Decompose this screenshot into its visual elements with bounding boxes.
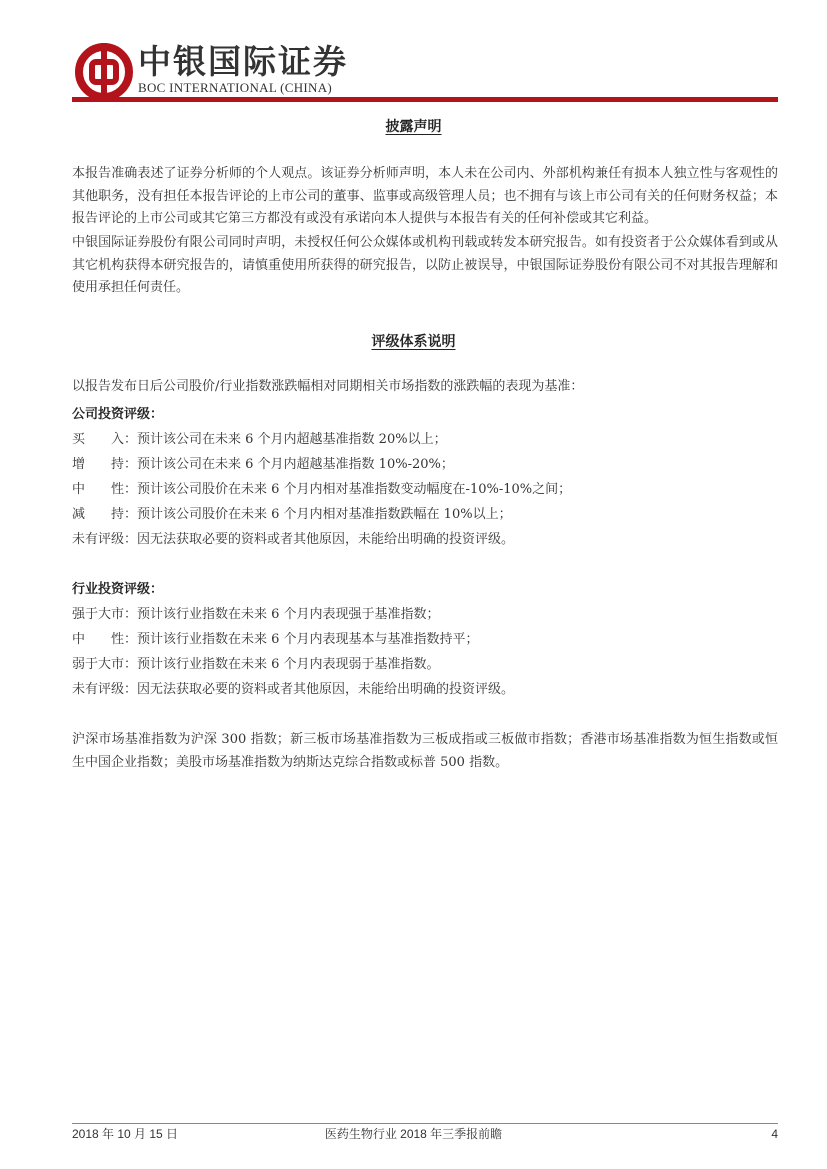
rating-label: 强于大市：: [72, 607, 138, 622]
company-rating-item: [72, 430, 778, 450]
boc-logo-icon: [72, 40, 136, 104]
rating-label: 未有评级：: [72, 682, 138, 697]
rating-label: 增 持：: [72, 457, 138, 472]
rating-desc: 预计该行业指数在未来 6 个月内表现强于基准指数；: [137, 607, 440, 622]
rating-label: 未有评级：: [72, 532, 138, 547]
rating-desc: 预计该公司在未来 6 个月内超越基准指数 10%-20%；: [137, 457, 454, 472]
brand-name-cn: 中银国际证券: [138, 42, 348, 81]
rating-intro: 以报告发布日后公司股价/行业指数涨跌幅相对同期相关市场指数的涨跌幅的表现为基准：: [72, 379, 584, 394]
rating-desc: 因无法获取必要的资料或者其他原因，未能给出明确的投资评级。: [137, 682, 515, 697]
footer-report-title: 医药生物行业 2018 年三季报前瞻: [324, 1127, 503, 1141]
rating-label: 中 性：: [72, 632, 138, 647]
rating-desc: 预计该公司股价在未来 6 个月内相对基准指数跌幅在 10%以上；: [137, 507, 512, 522]
disclosure-paragraph-2: 中银国际证券股份有限公司同时声明，未授权任何公众媒体或机构刊载或转发本研究报告。如有投资者于公众媒体看到或从其它机构获得本研究报告的，请慎重使用所获得的研究报告，以防止被误导，中银国际证券股份有限公司不对其报告理解和使用承担任何责任。: [72, 235, 778, 295]
benchmark-note: 沪深市场基准指数为沪深 300 指数；新三板市场基准指数为三板成指或三板做市指数；香港市场基准指数为恒生指数或恒生中国企业指数；美股市场基准指数为纳斯达克综合指数或标普 500 指数。: [72, 732, 778, 770]
company-rating-item: [72, 480, 778, 500]
footer-divider: [72, 1123, 778, 1124]
rating-desc: 预计该公司股价在未来 6 个月内相对基准指数变动幅度在-10%-10%之间；: [137, 482, 572, 497]
page-number: 4: [771, 1127, 778, 1141]
industry-rating-item: [72, 680, 778, 700]
disclosure-title: 披露声明: [385, 119, 442, 135]
rating-desc: 预计该行业指数在未来 6 个月内表现基本与基准指数持平；: [137, 632, 479, 647]
company-rating-item: [72, 530, 778, 550]
brand-name-en: BOC INTERNATIONAL (CHINA): [138, 80, 333, 95]
rating-label: 中 性：: [72, 482, 138, 497]
rating-label: 减 持：: [72, 507, 138, 522]
company-rating-item: [72, 505, 778, 525]
rating-desc: 因无法获取必要的资料或者其他原因，未能给出明确的投资评级。: [137, 532, 515, 547]
industry-rating-item: [72, 655, 778, 675]
company-rating-heading: 公司投资评级：: [72, 407, 164, 422]
rating-desc: 预计该行业指数在未来 6 个月内表现弱于基准指数。: [137, 657, 440, 672]
rating-title: 评级体系说明: [371, 334, 456, 350]
industry-rating-item: [72, 605, 778, 625]
industry-rating-item: [72, 630, 778, 650]
industry-rating-heading: 行业投资评级：: [72, 582, 164, 597]
disclosure-paragraph-1: 本报告准确表述了证券分析师的个人观点。该证券分析师声明，本人未在公司内、外部机构兼任有损本人独立性与客观性的其他职务，没有担任本报告评论的上市公司的董事、监事或高级管理人员；也不拥有与该上市公司有关的任何财务权益；本报告评论的上市公司或其它第三方都没有或没有承诺向本人提供与本报告有关的任何补偿或其它利益。: [72, 166, 778, 226]
rating-desc: 预计该公司在未来 6 个月内超越基准指数 20%以上；: [137, 432, 447, 447]
rating-label: 弱于大市：: [72, 657, 138, 672]
header-divider: [72, 97, 778, 102]
rating-label: 买 入：: [72, 432, 138, 447]
footer-date: 2018 年 10 月 15 日: [72, 1127, 179, 1141]
company-rating-item: [72, 455, 778, 475]
